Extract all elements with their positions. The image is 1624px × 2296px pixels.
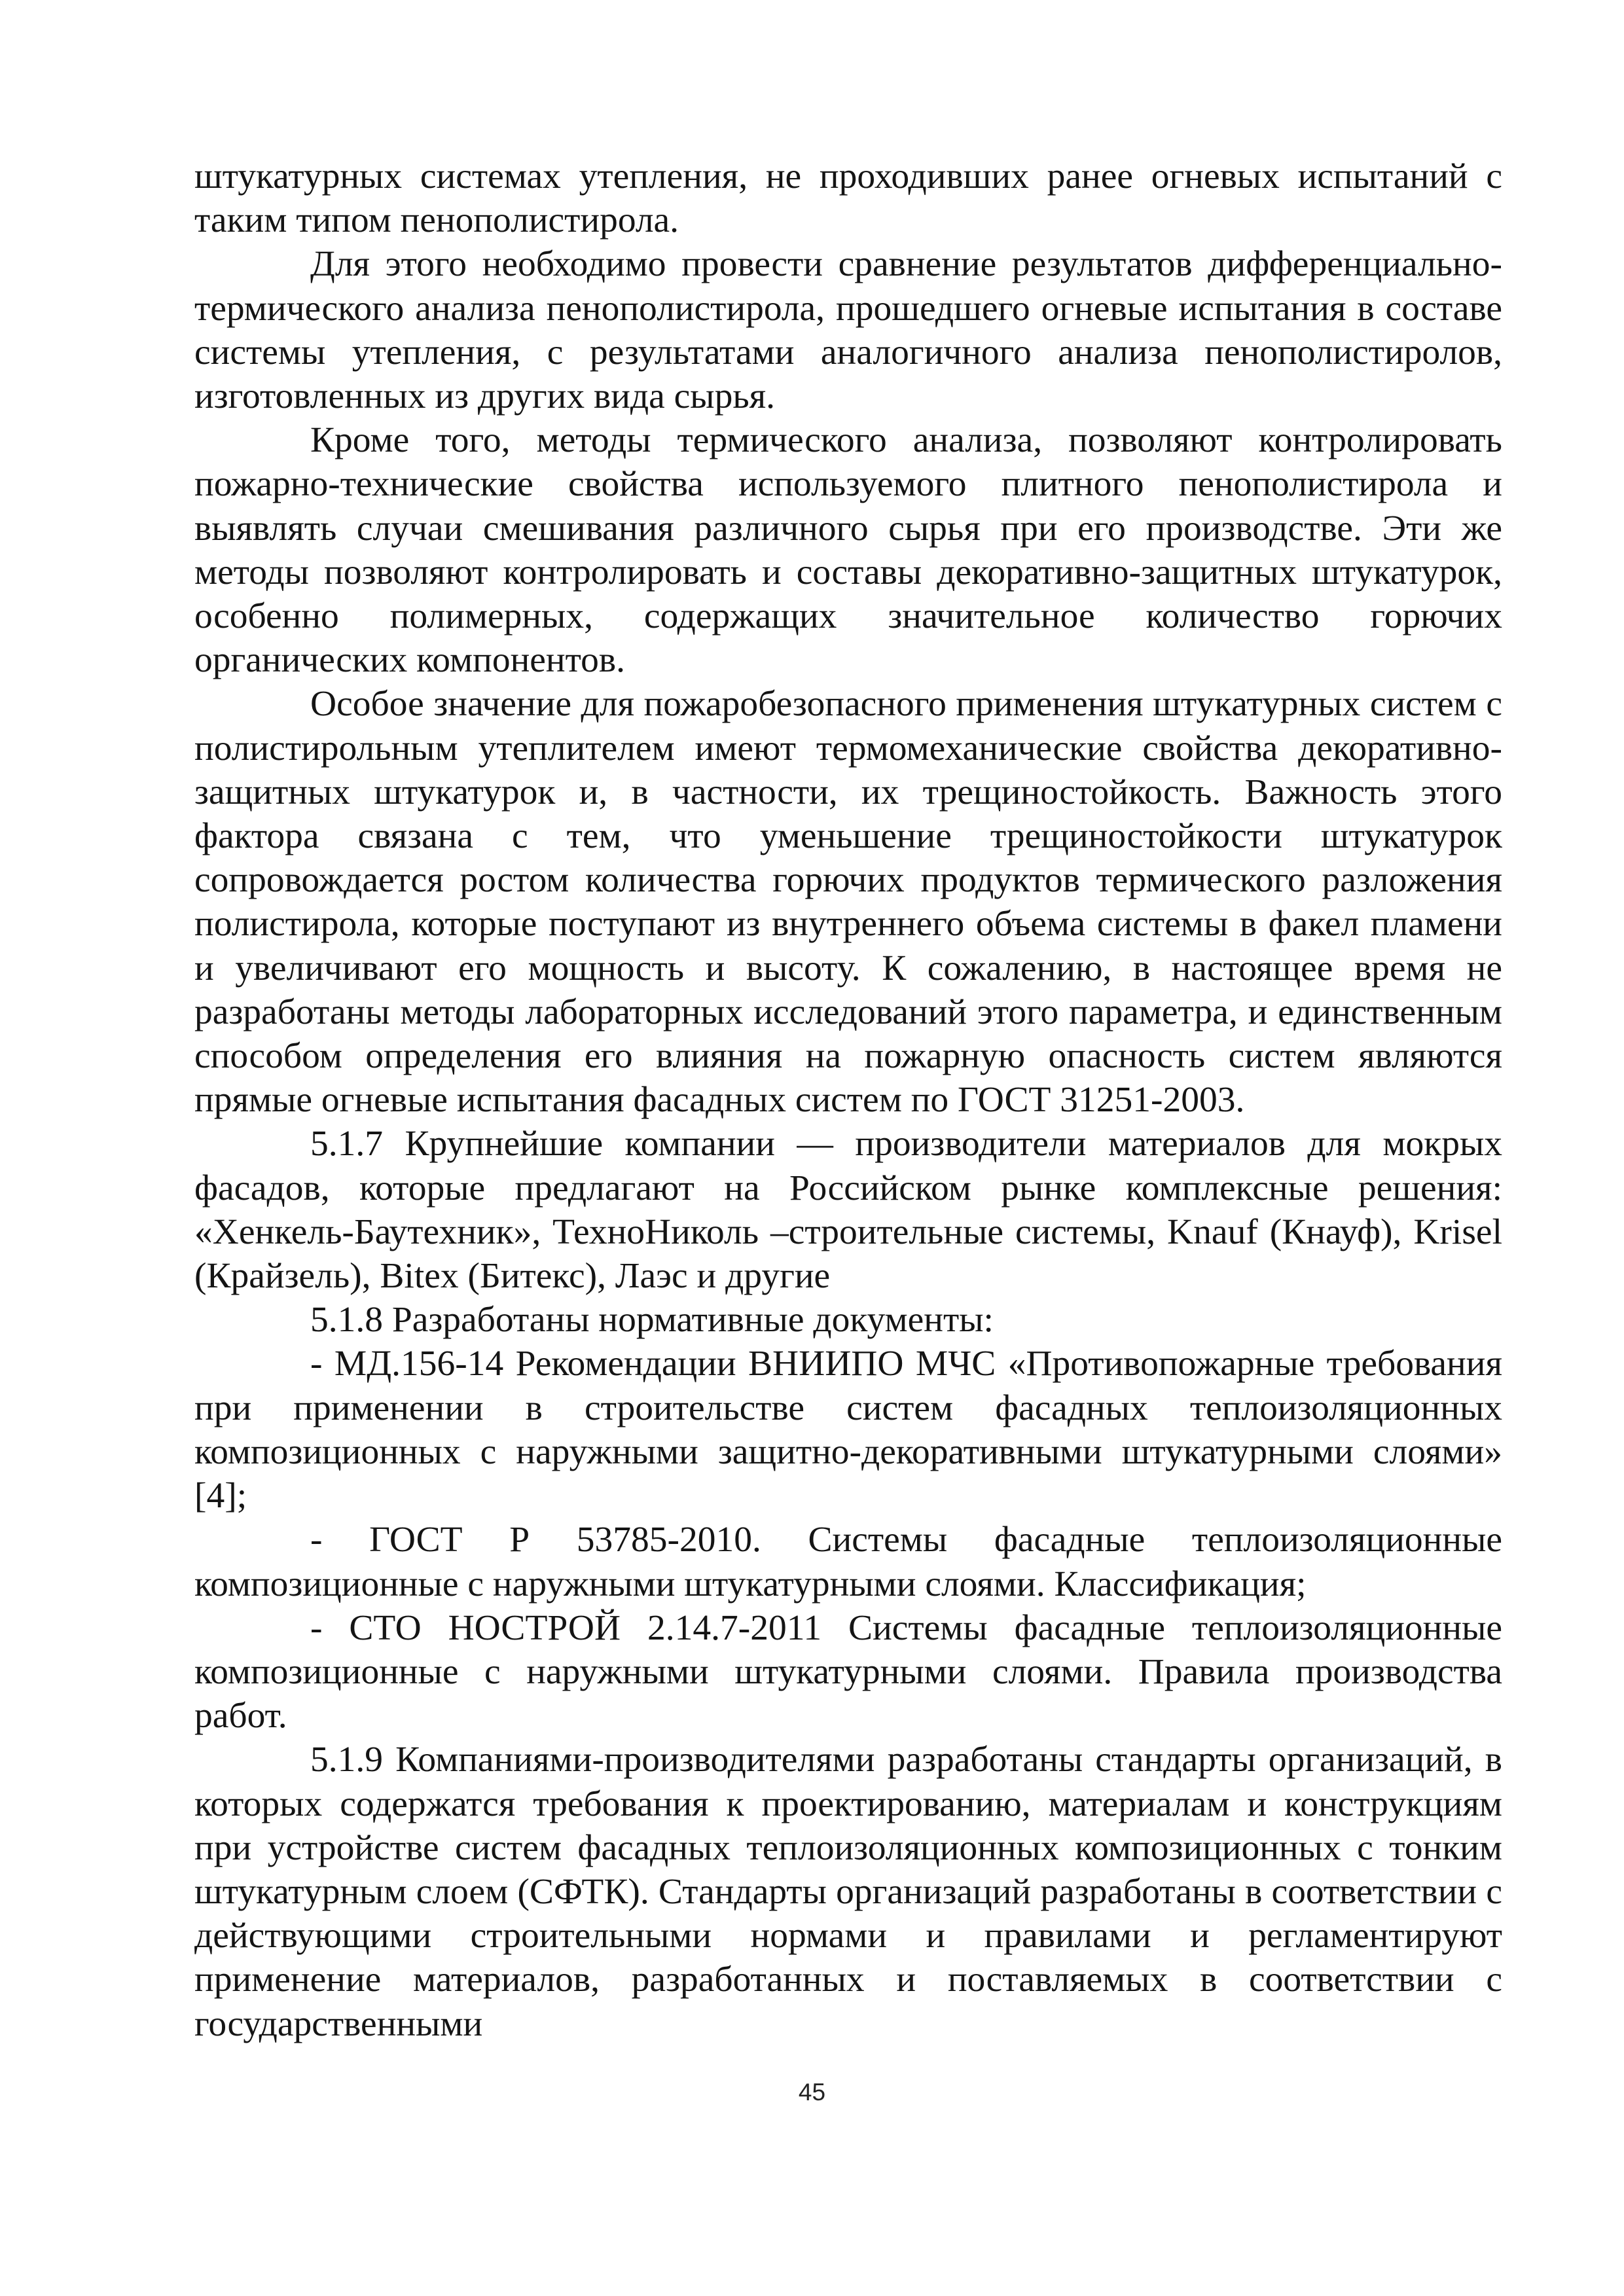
page-body (194, 154, 1502, 2046)
list-item-sto-nostroy: - СТО НОСТРОЙ 2.14.7-2011 Системы фасадные теплоизоляционные композиционные с наружными штукатурными слоями. Правила производства работ. (194, 1607, 1502, 1736)
paragraph-crack-resistance: Особое значение для пожаробезопасного применения штукатурных систем с полистирольным утеплителем имеют термомеханические свойства декоративно-защитных штукатурок и, в частности, их трещиностойкость. Важность этого фактора связана с тем, что уменьшение трещиностойкости штукатурок сопровождается ростом количества горючих продуктов термического разложения полистирола, которые поступают из внутреннего объема системы в факел пламени и увеличивают его мощность и высоту. К сожалению, в настоящее время не разработаны методы лабораторных исследований этого параметра, и единственным способом определения его влияния на пожарную опасность систем являются прямые огневые испытания фасадных систем по ГОСТ 31251-2003. (194, 684, 1502, 1121)
paragraph-5-1-9: 5.1.9 Компаниями-производителями разработаны стандарты организаций, в которых содержатся требования к проектированию, материалам и конструкциям при устройстве систем фасадных теплоизоляционных композиционных с тонким штукатурным слоем (СФТК). Стандарты организаций разработаны в соответствии с действующими строительными нормами и правилами и регламентируют применение материалов, разработанных и поставляемых в соответствии с государственными (194, 1740, 1502, 2044)
paragraph-thermal-analysis: Кроме того, методы термического анализа, позволяют контролировать пожарно-технические свойства используемого плитного пенополистирола и выявлять случаи смешивания различного сырья при его производстве. Эти же методы позволяют контролировать и составы декоративно-защитных штукатурок, особенно полимерных, содержащих значительное количество горючих органических компонентов. (194, 420, 1502, 681)
list-item-gost-53785: - ГОСТ Р 53785-2010. Системы фасадные теплоизоляционные композиционные с наружными штукатурными слоями. Классификация; (194, 1520, 1502, 1604)
paragraph-5-1-7: 5.1.7 Крупнейшие компании — производители материалов для мокрых фасадов, которые предлагают на Российском рынке комплексные решения: «Хенкель-Баутехник», ТехноНиколь –строительные системы, Knauf (Кнауф), Krisel (Крайзель), Bitex (Битекс), Лаэс и другие (194, 1124, 1502, 1297)
paragraph-dta-comparison: Для этого необходимо провести сравнение результатов дифференциально-термического анализа пенополистирола, прошедшего огневые испытания в составе системы утепления, с результатами аналогичного анализа пенополистиролов, изготовленных из других вида сырья. (194, 244, 1502, 417)
paragraph-5-1-8: 5.1.8 Разработаны нормативные документы: (310, 1300, 994, 1340)
list-item-md-156-14: - МД.156-14 Рекомендации ВНИИПО МЧС «Противопожарные требования при применении в строительстве систем фасадных теплоизоляционных композиционных с наружными защитно-декоративными штукатурными слоями» [4]; (194, 1344, 1502, 1516)
page-number: 45 (798, 2079, 826, 2106)
paragraph-continuation: штукатурных системах утепления, не проходивших ранее огневых испытаний с таким типом пенополистирола. (194, 156, 1502, 241)
